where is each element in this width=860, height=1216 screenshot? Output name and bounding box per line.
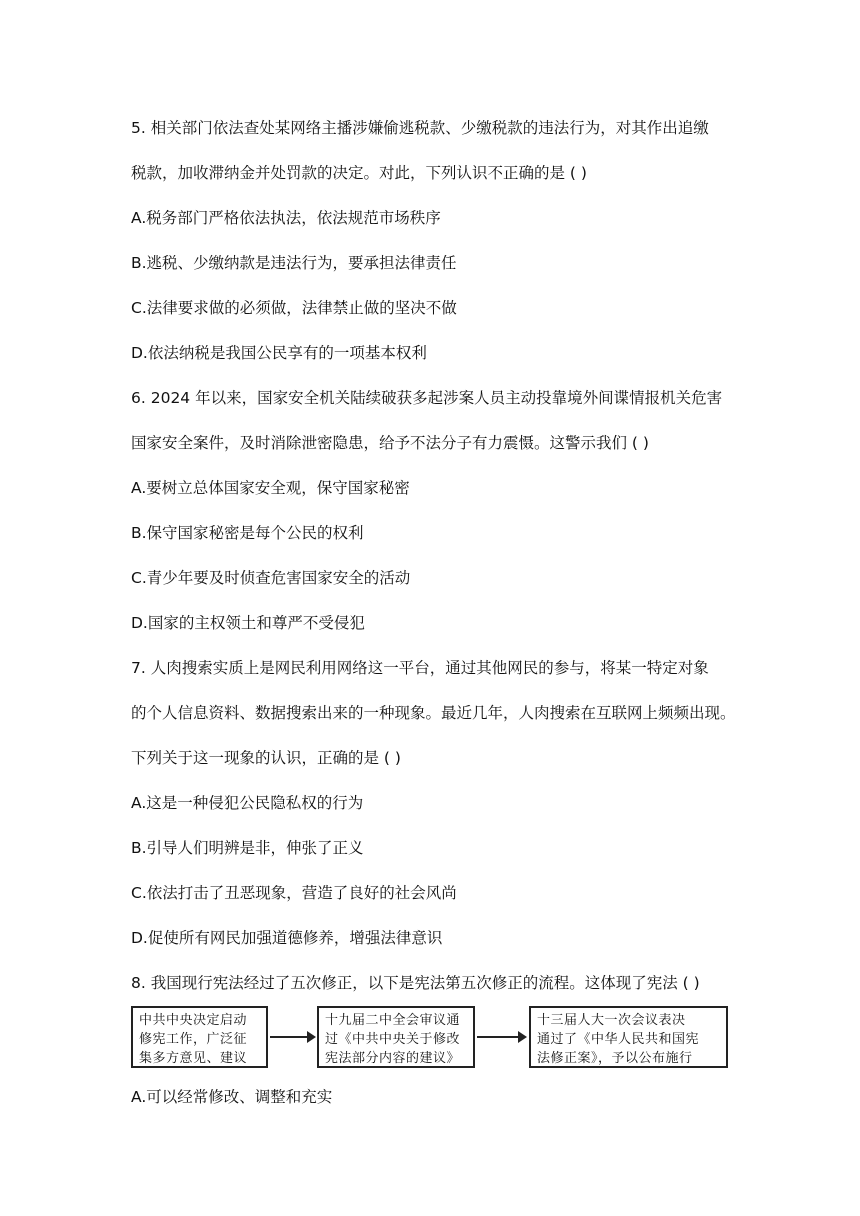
flow-arrow-2 [477, 1036, 525, 1038]
flow-arrow-1 [270, 1036, 314, 1038]
flow-step-2: 十九届二中全会审议通 过《中共中央关于修改 宪法部分内容的建议》 [317, 1006, 475, 1068]
q5-option-d: D.依法纳税是我国公民享有的一项基本权利 [131, 344, 427, 362]
q7-stem-line-3: 下列关于这一现象的认识，正确的是 ( ) [131, 749, 401, 767]
q5-option-c: C.法律要求做的必须做，法律禁止做的坚决不做 [131, 299, 457, 317]
q6-option-a: A.要树立总体国家安全观，保守国家秘密 [131, 479, 410, 497]
q7-option-d: D.促使所有网民加强道德修养，增强法律意识 [131, 929, 443, 947]
q7-stem-line-2: 的个人信息资料、数据搜索出来的一种现象。最近几年，人肉搜索在互联网上频频出现。 [131, 704, 736, 722]
q8-option-a: A.可以经常修改、调整和充实 [131, 1088, 333, 1106]
q8-stem-line-1: 8. 我国现行宪法经过了五次修正，以下是宪法第五次修正的流程。这体现了宪法 ( ) [131, 974, 700, 992]
flow-step-1: 中共中央决定启动 修宪工作，广泛征 集多方意见、建议 [131, 1006, 268, 1068]
q6-option-d: D.国家的主权领土和尊严不受侵犯 [131, 614, 365, 632]
q6-option-c: C.青少年要及时侦查危害国家安全的活动 [131, 569, 411, 587]
q6-stem-line-1: 6. 2024 年以来，国家安全机关陆续破获多起涉案人员主动投靠境外间谍情报机关危害 [131, 389, 723, 407]
q6-option-b: B.保守国家秘密是每个公民的权利 [131, 524, 364, 542]
q7-option-b: B.引导人们明辨是非，伸张了正义 [131, 839, 364, 857]
q7-option-a: A.这是一种侵犯公民隐私权的行为 [131, 794, 364, 812]
q5-stem-line-1: 5. 相关部门依法查处某网络主播涉嫌偷逃税款、少缴税款的违法行为，对其作出追缴 [131, 119, 709, 137]
q7-option-c: C.依法打击了丑恶现象，营造了良好的社会风尚 [131, 884, 457, 902]
amendment-flowchart [131, 1006, 731, 1072]
flow-step-3: 十三届人大一次会议表决 通过了《中华人民共和国宪 法修正案》，予以公布施行 [529, 1006, 728, 1068]
q6-stem-line-2: 国家安全案件，及时消除泄密隐患，给予不法分子有力震慑。这警示我们 ( ) [131, 434, 649, 452]
q7-stem-line-1: 7. 人肉搜索实质上是网民利用网络这一平台，通过其他网民的参与，将某一特定对象 [131, 659, 709, 677]
q5-stem-line-2: 税款，加收滞纳金并处罚款的决定。对此，下列认识不正确的是 ( ) [131, 164, 587, 182]
q5-option-b: B.逃税、少缴纳款是违法行为，要承担法律责任 [131, 254, 457, 272]
q5-option-a: A.税务部门严格依法执法，依法规范市场秩序 [131, 209, 441, 227]
